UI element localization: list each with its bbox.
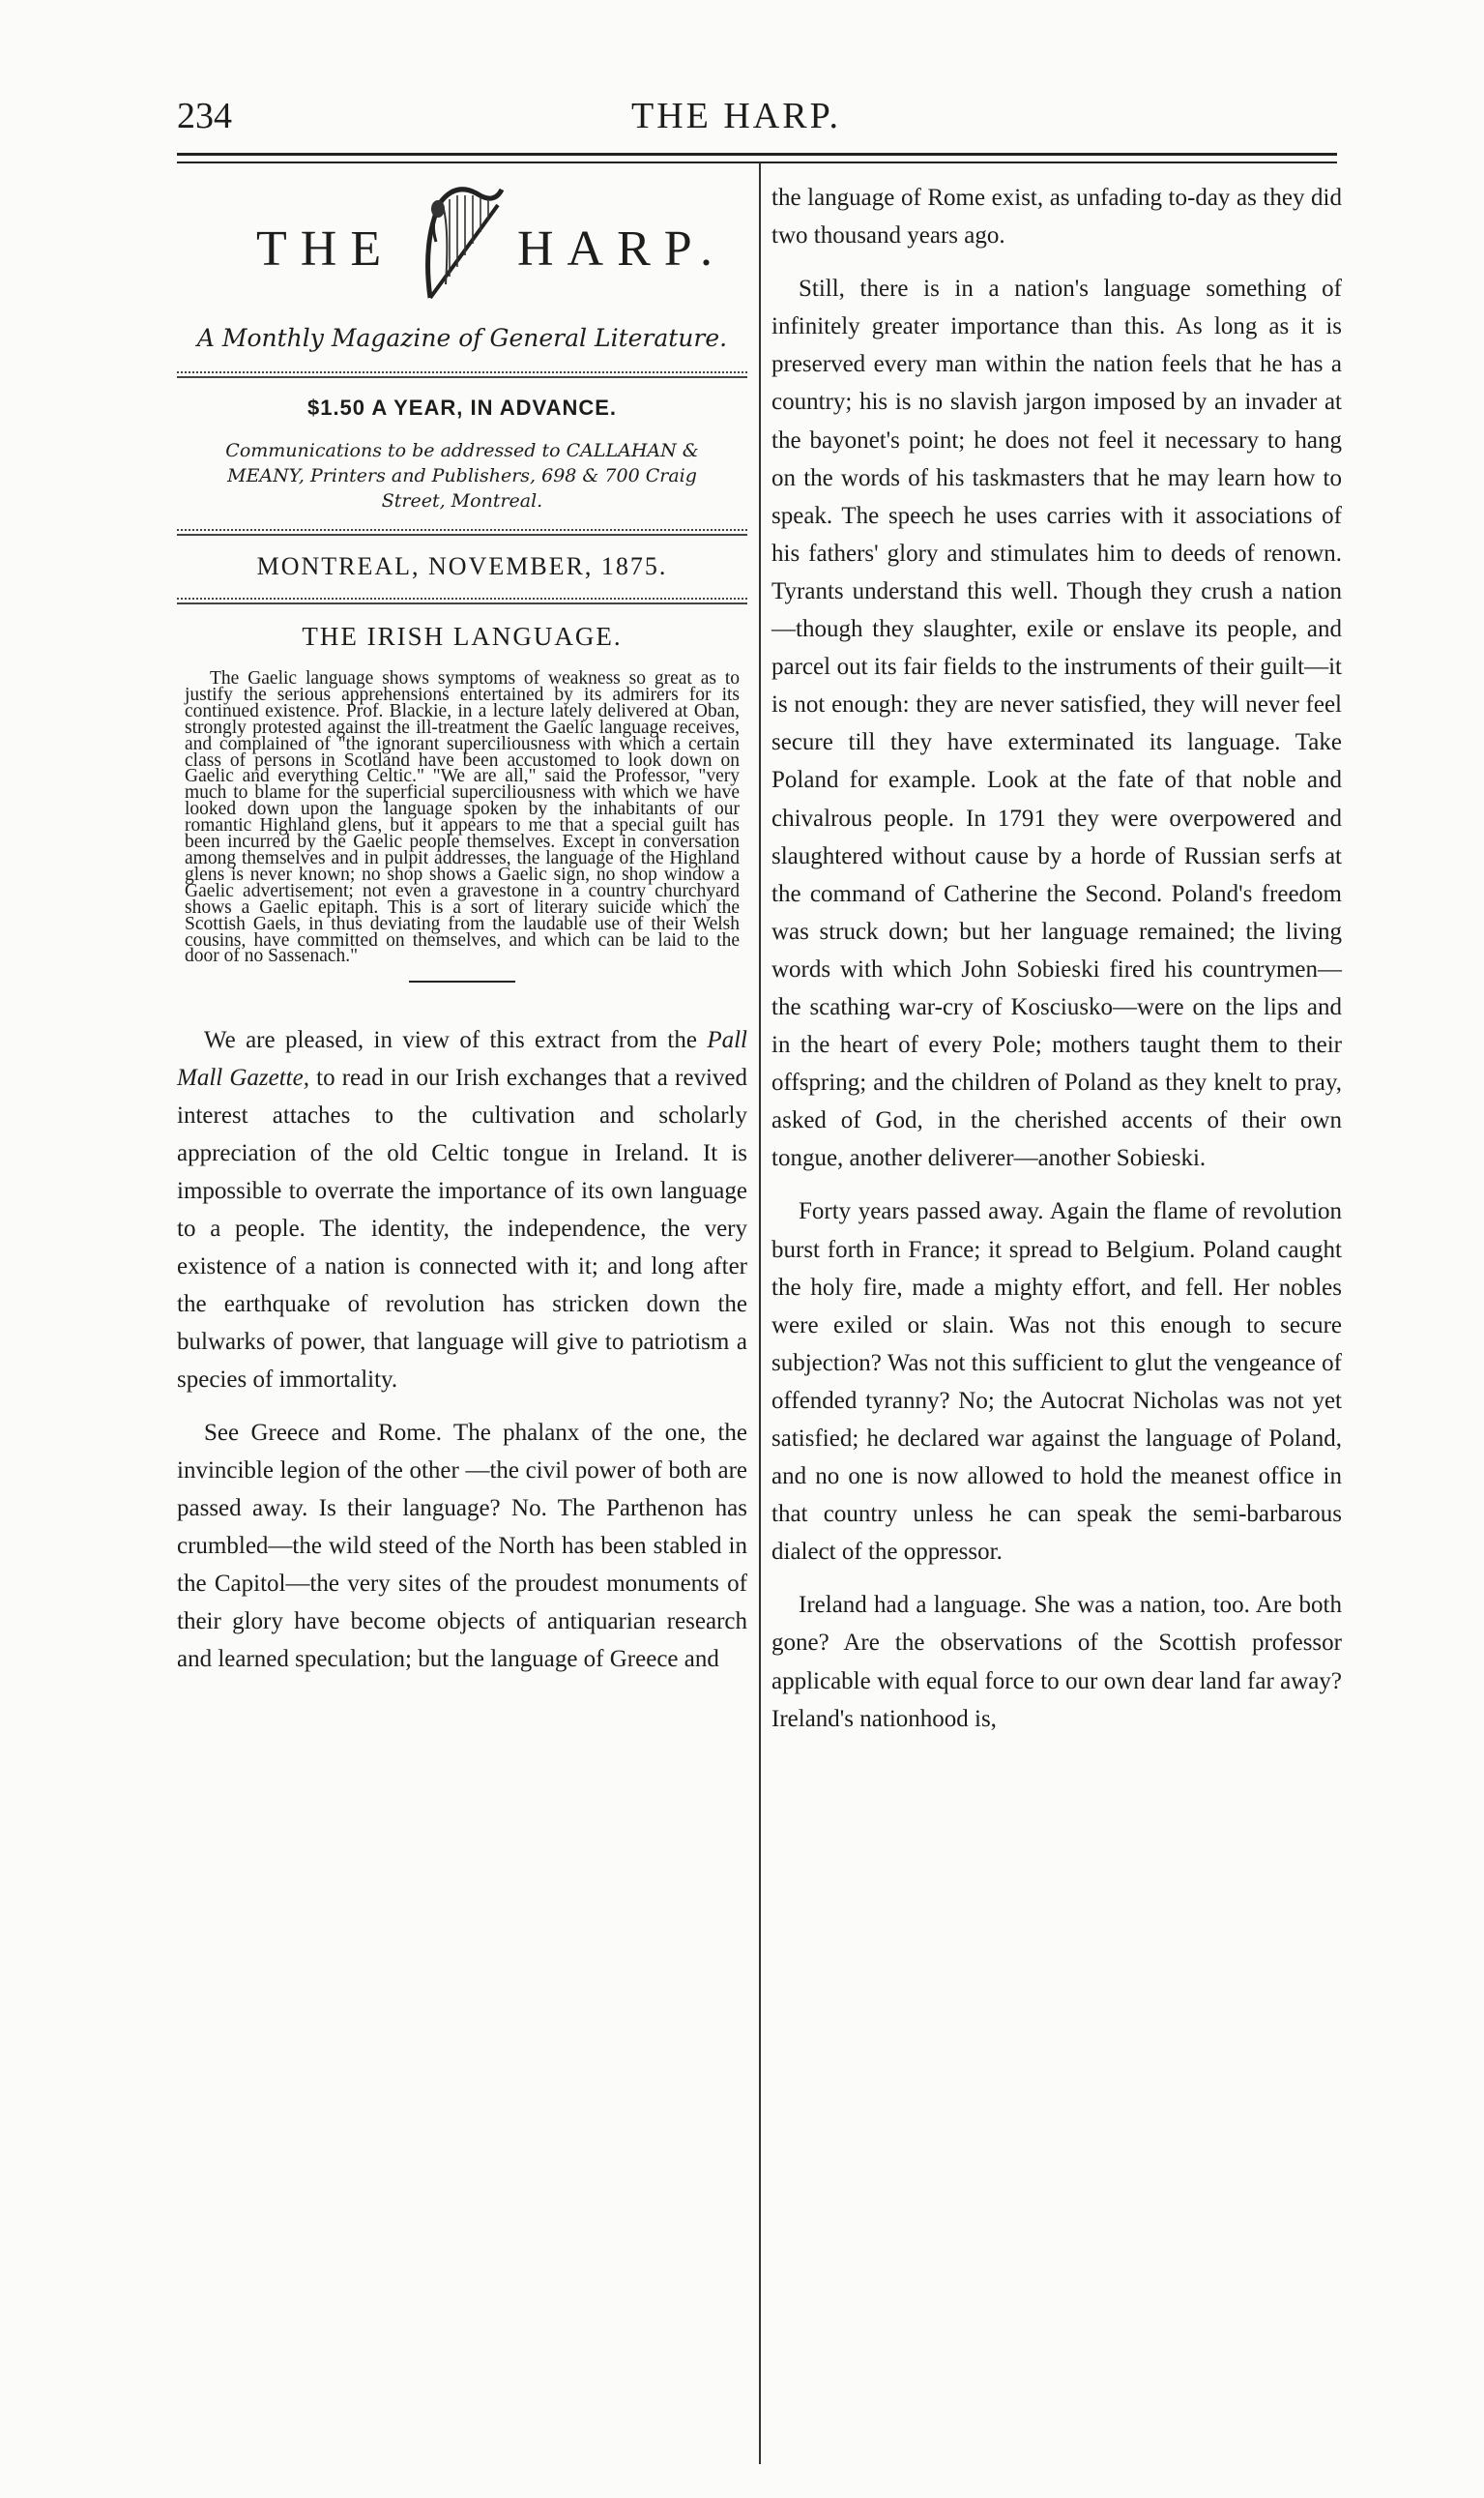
quoted-extract: The Gaelic language shows symptoms of weakness so great as to justify the serious apprehensions entertained by its admirers for its continued existence. Prof. Blackie, in a lecture lately delivered at Oban, strongly protested against the ill-treatment the Gaelic language receives, and complained of "the ignorant superciliousness with which a certain class of persons in Scotland have been accustomed to look down on Gaelic and everything Celtic." "We are all," said the Professor, "very much to blame for the superficial superciliousness with which we have looked down upon the language spoken by the inhabitants of our romantic Highland glens, but it appears to me that a special guilt has been incurred by the Gaelic people themselves. Except in conversation among themselves and in pulpit addresses, the language of the Highland glens is never known; no shop shows a Gaelic sign, no shop window a Gaelic advertisement; not even a gravestone in a country churchyard shows a Gaelic epitaph. This is a sort of literary suicide which the Scottish Gaels, in thus deviating from the laudable use of their Welsh cousins, have committed on themselves, and which can be laid to the door of no Sassenach." (185, 668, 740, 967)
dateline: MONTREAL, NOVEMBER, 1875. (256, 552, 668, 580)
running-head (177, 95, 1337, 143)
subscription-price: $1.50 A YEAR, IN ADVANCE. (306, 396, 618, 420)
paragraph-text: We are pleased, in view of this extract from the (204, 1027, 708, 1054)
paragraph: Still, there is in a nation's language something of infinitely greater importance than this. As long as it is preserved every man within the nation feels that he has a country; his is no slavish jargon imposed by an invader at the bayonet's point; he does not feel it necessary to hang on the words of his taskmasters that he may learn how to speak. The speech he uses carries with it associations of his fathers' glory and stimulates him to deeds of renown. Tyrants understand this well. Though they crush a nation—though they slaughter, exile or enslave its people, and parcel out its fair fields to the instruments of their guilt—it is not enough: they are never satisfied, they will never feel secure till they have exterminated its language. Take Poland for example. Look at the fate of that noble and chivalrous people. In 1791 they were overpowered and slaughtered without cause by a horde of Russian serfs at the command of Catherine the Second. Poland's freedom was struck down; but her language remained; the living words with which John Sobieski fired his countrymen—the scathing war-cry of Kosciusko—were on the lips and in the heart of every Pole; mothers taught them to their offspring; and the children of Poland as they knelt to pray, asked of God, in the cherished accents of their own tongue, another deliverer—another Sobieski. (771, 276, 1342, 1172)
column-divider (759, 162, 761, 2464)
masthead-title-left: THE (256, 221, 395, 277)
masthead-rule (177, 598, 747, 604)
paragraph-text: to read in our Irish exchanges that a revived interest attaches to the cultivation and scholarly appreciation of the old Celtic tongue in Ireland. It is impossible to overrate the importance of its own language to a people. The identity, the independence, the very existence of a nation is connected with it; and long after the earthquake of revolution has stricken down the bulwarks of power, that language will give to patriotism a species of immortality. (177, 1065, 747, 1394)
paragraph: the language of Rome exist, as unfading to-day as they did two thousand years ago. (771, 185, 1342, 250)
publication-name: Pall Mall Gazette, (177, 1027, 747, 1092)
paragraph: Ireland had a language. She was a nation, too. Are both gone? Are the observations of the Scottish professor applicable with equal force to our own dear land far away? Ireland's nationhood is, (771, 1592, 1342, 1732)
masthead (177, 174, 747, 319)
harp-icon (417, 184, 509, 308)
right-column (771, 179, 1342, 1753)
section-rule (409, 981, 515, 983)
masthead-subtitle: A Monthly Magazine of General Literature. (196, 324, 728, 352)
publisher-address: Communications to be addressed to CALLAHAN & MEANY, Printers and Publishers, 698 & 700 Craig Street, Montreal. (225, 440, 699, 512)
masthead-title-right: HARP. (517, 221, 726, 277)
left-column (177, 174, 747, 1693)
page-number: 234 (177, 96, 232, 136)
running-title: THE HARP. (631, 96, 842, 136)
masthead-rule (177, 529, 747, 536)
paragraph: Forty years passed away. Again the flame of revolution burst forth in France; it spread to Belgium. Poland caught the holy fire, made a mighty effort, and fell. Her nobles were exiled or slain. Was not this enough to secure subjection? Was not this sufficient to glut the vengeance of offended tyranny? No; the Autocrat Nicholas was not yet satisfied; he declared war against the language of Poland, and no one is now allowed to hold the meanest office in that country unless he can speak the semi-barbarous dialect of the oppressor. (771, 1198, 1342, 1566)
masthead-rule (177, 371, 747, 378)
paragraph: See Greece and Rome. The phalanx of the one, the invincible legion of the other —the civil power of both are passed away. Is their language? No. The Parthenon has crumbled—the wild steed of the North has been stabled in the Capitol—the very sites of the proudest monuments of their glory have become objects of antiquarian research and learned speculation; but the language of Greece and (177, 1420, 747, 1673)
article-title: THE IRISH LANGUAGE. (302, 622, 623, 651)
header-rule (177, 153, 1337, 163)
paragraph (177, 1021, 747, 1398)
